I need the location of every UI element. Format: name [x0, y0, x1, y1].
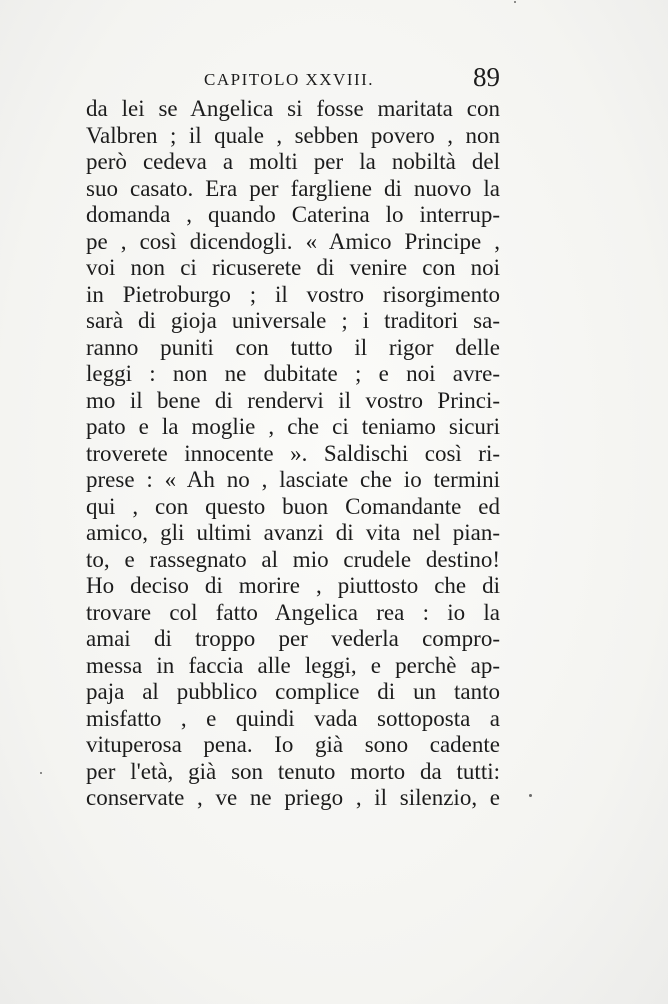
body-text	[86, 96, 500, 812]
text-line: Ho deciso di morire , piuttosto che di	[86, 573, 500, 598]
text-line: troverete innocente ». Saldischi così ri-	[86, 440, 500, 466]
page-number: 89	[473, 62, 500, 92]
text-line: pe , così dicendogli. « Amico Principe ,	[86, 228, 500, 254]
text-line: voi non ci ricuserete di venire con noi	[86, 255, 500, 280]
text-line: trovare col fatto Angelica rea : io la	[86, 599, 500, 625]
text-line: pato e la moglie , che ci teniamo sicuri	[86, 414, 500, 439]
running-head	[86, 62, 500, 96]
text-line: paja al pubblico complice di un tanto	[86, 679, 500, 704]
text-line: qui , con questo buon Comandante ed	[86, 493, 500, 519]
text-line: da lei se Angelica si fosse maritata con	[86, 96, 500, 121]
text-line: leggi : non ne dubitate ; e noi avre-	[86, 361, 500, 386]
text-line: misfatto , e quindi vada sottoposta a	[86, 705, 500, 731]
chapter-title: CAPITOLO XXVIII.	[204, 70, 375, 89]
text-line: prese : « Ah no , lasciate che io termini	[86, 467, 500, 492]
text-line: mo il bene di rendervi il vostro Princi-	[86, 387, 500, 413]
text-line: ranno puniti con tutto il rigor delle	[86, 334, 500, 360]
text-line: però cedeva a molti per la nobiltà del	[86, 149, 500, 174]
text-line: amai di troppo per vederla compro-	[86, 626, 500, 651]
text-line: amico, gli ultimi avanzi di vita nel pian-	[86, 520, 500, 545]
text-line: domanda , quando Caterina lo interrup-	[86, 202, 500, 227]
paper-speck	[529, 794, 532, 797]
text-line: vituperosa pena. Io già sono cadente	[86, 732, 500, 757]
text-line: in Pietroburgo ; il vostro risorgimento	[86, 281, 500, 307]
text-line: conservate , ve ne priego , il silenzio, e	[86, 785, 500, 810]
text-line: sarà di gioja universale ; i traditori sa-	[86, 308, 500, 333]
text-line: to, e rassegnato al mio crudele destino!	[86, 546, 500, 572]
text-line: suo casato. Era per fargliene di nuovo la	[86, 175, 500, 201]
text-line: per l'età, già son tenuto morto da tutti:	[86, 758, 500, 784]
text-line: messa in faccia alle leggi, e perchè ap-	[86, 652, 500, 678]
paper-speck	[514, 1, 516, 3]
paper-speck	[40, 772, 42, 774]
text-line: Valbren ; il quale , sebben povero , non	[86, 122, 500, 148]
